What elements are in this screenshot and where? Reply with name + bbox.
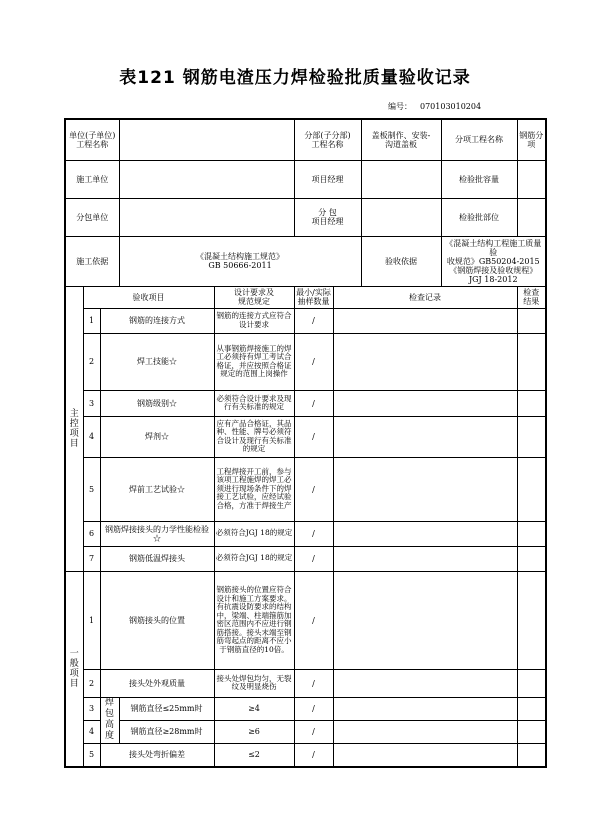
row-result[interactable] bbox=[517, 333, 546, 390]
col-item: 验收项目 bbox=[83, 286, 214, 308]
row-record[interactable] bbox=[333, 697, 517, 720]
accept-basis-label: 验收依据 bbox=[361, 236, 441, 286]
row-design: 必须符合设计要求及现行有关标准的规定 bbox=[214, 390, 294, 416]
header-row-4 bbox=[65, 236, 546, 286]
row-item: 接头处弯折偏差 bbox=[100, 743, 214, 767]
row-design: 工程焊接开工前，参与该项工程施焊的焊工必须进行现场条件下的焊接工艺试验，应经试验合格，方准于焊接生产 bbox=[214, 457, 294, 521]
row-result[interactable] bbox=[517, 669, 546, 697]
row-number: 3 bbox=[83, 697, 100, 720]
row-min[interactable]: / bbox=[294, 697, 333, 720]
pm-value[interactable] bbox=[361, 160, 441, 198]
row-min[interactable]: / bbox=[294, 416, 333, 457]
sub-pm-label: 分 包 项目经理 bbox=[294, 198, 361, 236]
main-row bbox=[65, 333, 546, 390]
row-number: 1 bbox=[83, 571, 100, 669]
row-number: 7 bbox=[83, 546, 100, 571]
row-record[interactable] bbox=[333, 669, 517, 697]
row-record[interactable] bbox=[333, 308, 517, 333]
basis-value: 《混凝土结构施工规范》 GB 50666-2011 bbox=[119, 236, 361, 286]
row-number: 2 bbox=[83, 333, 100, 390]
row-result[interactable] bbox=[517, 521, 546, 546]
row-record[interactable] bbox=[333, 743, 517, 767]
row-record[interactable] bbox=[333, 390, 517, 416]
main-row bbox=[65, 457, 546, 521]
col-record: 检查记录 bbox=[333, 286, 517, 308]
capacity-label: 检验批容量 bbox=[441, 160, 517, 198]
row-item: 钢筋焊接接头的力学性能检验☆ bbox=[100, 521, 214, 546]
subpart-value[interactable]: 盖板制作、安装- 沟道盖板 bbox=[361, 119, 441, 160]
main-row bbox=[65, 521, 546, 546]
sub-unit-value[interactable] bbox=[119, 198, 294, 236]
main-row bbox=[65, 390, 546, 416]
row-result[interactable] bbox=[517, 743, 546, 767]
row-design: ≥4 bbox=[214, 697, 294, 720]
row-record[interactable] bbox=[333, 521, 517, 546]
general-row bbox=[65, 571, 546, 669]
page-title: 表121 钢筋电渣压力焊检验批质量验收记录 bbox=[119, 68, 471, 88]
row-design: ≤2 bbox=[214, 743, 294, 767]
row-design: 钢筋的连接方式应符合设计要求 bbox=[214, 308, 294, 333]
row-record[interactable] bbox=[333, 416, 517, 457]
row-result[interactable] bbox=[517, 416, 546, 457]
column-header-row bbox=[65, 286, 546, 308]
row-min[interactable]: / bbox=[294, 390, 333, 416]
sub-pm-value[interactable] bbox=[361, 198, 441, 236]
row-result[interactable] bbox=[517, 546, 546, 571]
pm-label: 项目经理 bbox=[294, 160, 361, 198]
row-number: 3 bbox=[83, 390, 100, 416]
capacity-value[interactable] bbox=[517, 160, 546, 198]
main-row bbox=[65, 416, 546, 457]
header-row-2 bbox=[65, 160, 546, 198]
row-number: 4 bbox=[83, 416, 100, 457]
accept-basis-value: 《混凝土结构工程施工质量验 收规范》GB50204-2015 《钢筋焊接及验收规程》 JGJ 18-2012 bbox=[441, 236, 546, 286]
row-result[interactable] bbox=[517, 571, 546, 669]
unit-value[interactable] bbox=[119, 119, 294, 160]
row-min[interactable]: / bbox=[294, 720, 333, 743]
subpart-label: 分部(子分部) 工程名称 bbox=[294, 119, 361, 160]
row-design: 必须符合JGJ 18的规定 bbox=[214, 546, 294, 571]
col-min: 最小/实际 抽样数量 bbox=[294, 286, 333, 308]
header-row-1 bbox=[65, 119, 546, 160]
row-record[interactable] bbox=[333, 720, 517, 743]
record-code bbox=[388, 101, 481, 112]
row-result[interactable] bbox=[517, 697, 546, 720]
header-row-3 bbox=[65, 198, 546, 236]
row-group: 焊包高度 bbox=[100, 697, 119, 743]
row-sub: 钢筋直径≤25mm时 bbox=[119, 697, 214, 720]
row-number: 6 bbox=[83, 521, 100, 546]
row-design: ≥6 bbox=[214, 720, 294, 743]
construct-unit-label: 施工单位 bbox=[65, 160, 119, 198]
row-record[interactable] bbox=[333, 571, 517, 669]
row-number: 2 bbox=[83, 669, 100, 697]
general-row bbox=[65, 669, 546, 697]
main-row bbox=[65, 546, 546, 571]
sub-unit-label: 分包单位 bbox=[65, 198, 119, 236]
code-label: 编号： bbox=[388, 102, 412, 111]
row-min[interactable]: / bbox=[294, 308, 333, 333]
row-min[interactable]: / bbox=[294, 521, 333, 546]
main-control-label: 主 控 项 目 bbox=[65, 286, 83, 571]
inspection-table bbox=[64, 118, 547, 768]
location-label: 检验批部位 bbox=[441, 198, 517, 236]
row-design: 钢筋接头的位置应符合设计和施工方案要求。有抗震设防要求的结构中，梁端、柱端箍筋加密区范围内不应进行钢筋搭接。接头末端至钢筋弯起点的距离不应小于钢筋直径的10倍。 bbox=[214, 571, 294, 669]
row-design: 必须符合JGJ 18的规定 bbox=[214, 521, 294, 546]
general-row bbox=[65, 743, 546, 767]
row-min[interactable]: / bbox=[294, 546, 333, 571]
row-item: 钢筋的连接方式 bbox=[100, 308, 214, 333]
row-result[interactable] bbox=[517, 457, 546, 521]
row-min[interactable]: / bbox=[294, 457, 333, 521]
row-item: 钢筋低温焊接头 bbox=[100, 546, 214, 571]
row-number: 5 bbox=[83, 457, 100, 521]
row-item: 钢筋级别☆ bbox=[100, 390, 214, 416]
row-item: 焊前工艺试验☆ bbox=[100, 457, 214, 521]
row-record[interactable] bbox=[333, 546, 517, 571]
row-item: 接头处外观质量 bbox=[100, 669, 214, 697]
basis-label: 施工依据 bbox=[65, 236, 119, 286]
col-design: 设计要求及 规范规定 bbox=[214, 286, 294, 308]
row-min[interactable]: / bbox=[294, 743, 333, 767]
row-design: 接头处焊包均匀，无裂纹及明显烧伤 bbox=[214, 669, 294, 697]
code-value: 070103010204 bbox=[420, 102, 482, 111]
row-record[interactable] bbox=[333, 457, 517, 521]
row-design: 从事钢筋焊接施工的焊工必须持有焊工考试合格证，并应按照合格证规定的范围上岗操作 bbox=[214, 333, 294, 390]
row-result[interactable] bbox=[517, 390, 546, 416]
general-row bbox=[65, 697, 546, 720]
item-value[interactable]: 钢筋分项 bbox=[517, 119, 546, 160]
row-min[interactable]: / bbox=[294, 333, 333, 390]
unit-label: 单位(子单位) 工程名称 bbox=[65, 119, 119, 160]
row-min[interactable]: / bbox=[294, 571, 333, 669]
row-result[interactable] bbox=[517, 308, 546, 333]
location-value[interactable] bbox=[517, 198, 546, 236]
col-result: 检查 结果 bbox=[517, 286, 546, 308]
main-row bbox=[65, 308, 546, 333]
row-item: 焊工技能☆ bbox=[100, 333, 214, 390]
row-item: 焊剂☆ bbox=[100, 416, 214, 457]
item-label: 分项工程名称 bbox=[441, 119, 517, 160]
general-row bbox=[65, 720, 546, 743]
row-number: 1 bbox=[83, 308, 100, 333]
row-design: 应有产品合格证，其品种、性能、牌号必须符合设计及现行有关标准的规定 bbox=[214, 416, 294, 457]
row-sub: 钢筋直径≥28mm时 bbox=[119, 720, 214, 743]
general-label: 一 般 项 目 bbox=[65, 571, 83, 767]
row-number: 5 bbox=[83, 743, 100, 767]
row-number: 4 bbox=[83, 720, 100, 743]
row-result[interactable] bbox=[517, 720, 546, 743]
row-min[interactable]: / bbox=[294, 669, 333, 697]
row-item: 钢筋接头的位置 bbox=[100, 571, 214, 669]
row-record[interactable] bbox=[333, 333, 517, 390]
construct-unit-value[interactable] bbox=[119, 160, 294, 198]
